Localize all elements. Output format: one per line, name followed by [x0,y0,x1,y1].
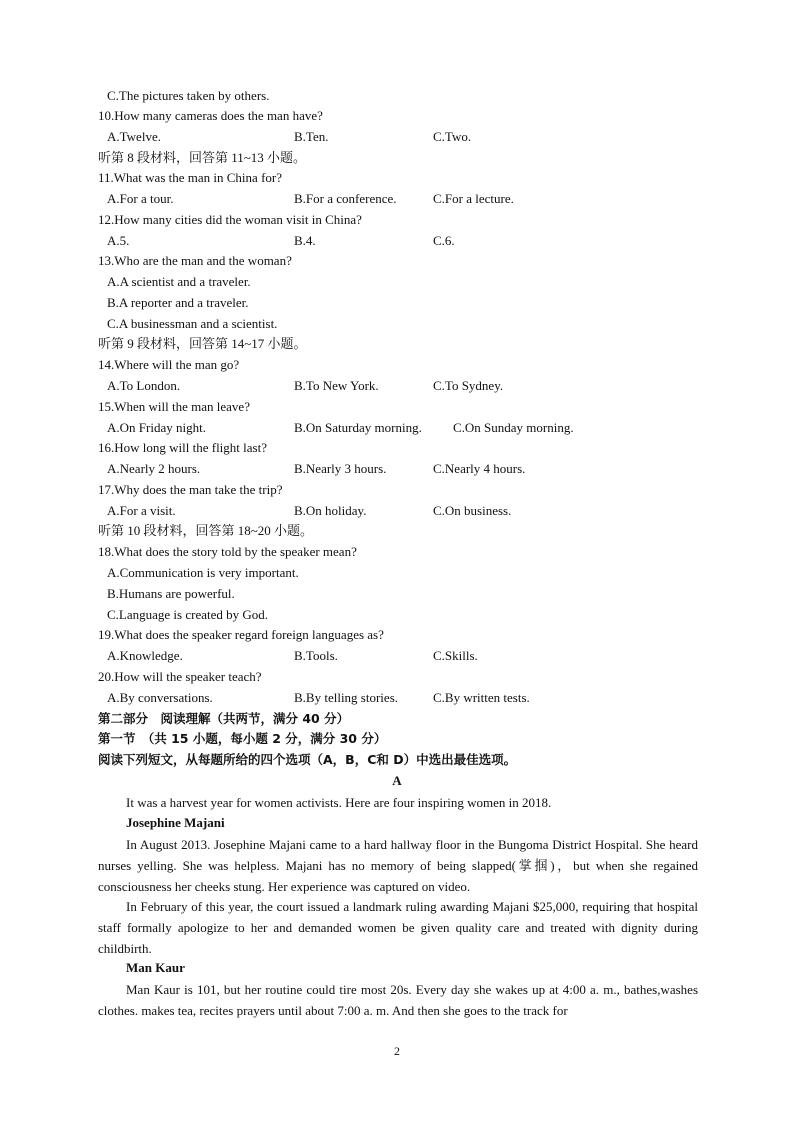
question-11: 11.What was the man in China for? [98,170,282,185]
question-20: 20.How will the speaker teach? [98,669,262,684]
q11-option-b: B.For a conference. [294,191,397,206]
question-10: 10.How many cameras does the man have? [98,108,323,123]
q20-option-a: A.By conversations. [107,690,213,705]
q17-option-a: A.For a visit. [107,503,176,518]
page-number: 2 [394,1044,400,1058]
q20-option-b: B.By telling stories. [294,690,398,705]
q20-option-c: C.By written tests. [433,690,530,705]
question-12: 12.How many cities did the woman visit in China? [98,212,362,227]
q12-option-b: B.4. [294,233,316,248]
q18-option-a: A.Communication is very important. [107,565,299,580]
q13-option-c: C.A businessman and a scientist. [107,316,278,331]
q11-option-a: A.For a tour. [107,191,174,206]
section-1-heading: 第一节 （共 15 小题，每小题 2 分，满分 30 分） [98,731,387,746]
question-17: 17.Why does the man take the trip? [98,482,283,497]
q9-option-c: C.The pictures taken by others. [107,88,270,103]
q14-option-a: A.To London. [107,378,181,393]
q15-option-a: A.On Friday night. [107,420,206,435]
q14-option-c: C.To Sydney. [433,378,504,393]
q13-option-a: A.A scientist and a traveler. [107,274,251,289]
q10-option-b: B.Ten. [294,129,329,144]
q18-option-c: C.Language is created by God. [107,607,269,622]
paragraph-majani-2: In February of this year, the court issued a landmark ruling awarding Majani $25,000, requiring that hospital staff formally apologize to her and demanded women be given quality care and treated with dignity during childbirth. [98,899,698,956]
section-8-instruction: 听第 8 段材料，回答第 11~13 小题。 [98,150,307,165]
reading-instruction: 阅读下列短文，从每题所给的四个选项（A，B，C和 D）中选出最佳选项。 [98,752,517,767]
paragraph-kaur-1: Man Kaur is 101, but her routine could tire most 20s. Every day she wakes up at 4:00 a. m., bathes,washes clothes. makes tea, recites prayers until about 7:00 a. m. And then she goes to the track for [98,982,698,1018]
q13-option-b: B.A reporter and a traveler. [107,295,249,310]
question-15: 15.When will the man leave? [98,399,250,414]
q10-option-a: A.Twelve. [107,129,161,144]
q16-option-c: C.Nearly 4 hours. [433,461,526,476]
q17-option-b: B.On holiday. [294,503,367,518]
section-10-instruction: 听第 10 段材料，回答第 18~20 小题。 [98,523,314,538]
part-2-heading: 第二部分 阅读理解（共两节，满分 40 分） [98,711,350,726]
paragraph-majani-1: In August 2013. Josephine Majani came to a hard hallway floor in the Bungoma District Hospital. She heard nurses yelling. She was helpless. Majani has no memory of being slapped(掌掴)，but when she regained consciousness her cheeks stung. Her experience was captured on video. [98,837,698,894]
q19-option-a: A.Knowledge. [107,648,183,663]
q15-option-b: B.On Saturday morning. [294,420,422,435]
passage-intro: It was a harvest year for women activists. Here are four inspiring women in 2018. [126,795,552,810]
q10-option-c: C.Two. [433,129,472,144]
passage-label: A [392,773,402,788]
q12-option-a: A.5. [107,233,130,248]
question-13: 13.Who are the man and the woman? [98,253,292,268]
q11-option-c: C.For a lecture. [433,191,514,206]
subheading-josephine-majani: Josephine Majani [126,815,225,830]
question-19: 19.What does the speaker regard foreign languages as? [98,627,384,642]
q12-option-c: C.6. [433,233,455,248]
q14-option-b: B.To New York. [294,378,379,393]
q16-option-a: A.Nearly 2 hours. [107,461,201,476]
subheading-man-kaur: Man Kaur [126,960,185,975]
q19-option-c: C.Skills. [433,648,478,663]
q18-option-b: B.Humans are powerful. [107,586,235,601]
q15-option-c: C.On Sunday morning. [453,420,574,435]
section-9-instruction: 听第 9 段材料，回答第 14~17 小题。 [98,336,307,351]
question-14: 14.Where will the man go? [98,357,240,372]
question-18: 18.What does the story told by the speaker mean? [98,544,357,559]
q17-option-c: C.On business. [433,503,512,518]
question-16: 16.How long will the flight last? [98,440,267,455]
q16-option-b: B.Nearly 3 hours. [294,461,387,476]
q19-option-b: B.Tools. [294,648,338,663]
